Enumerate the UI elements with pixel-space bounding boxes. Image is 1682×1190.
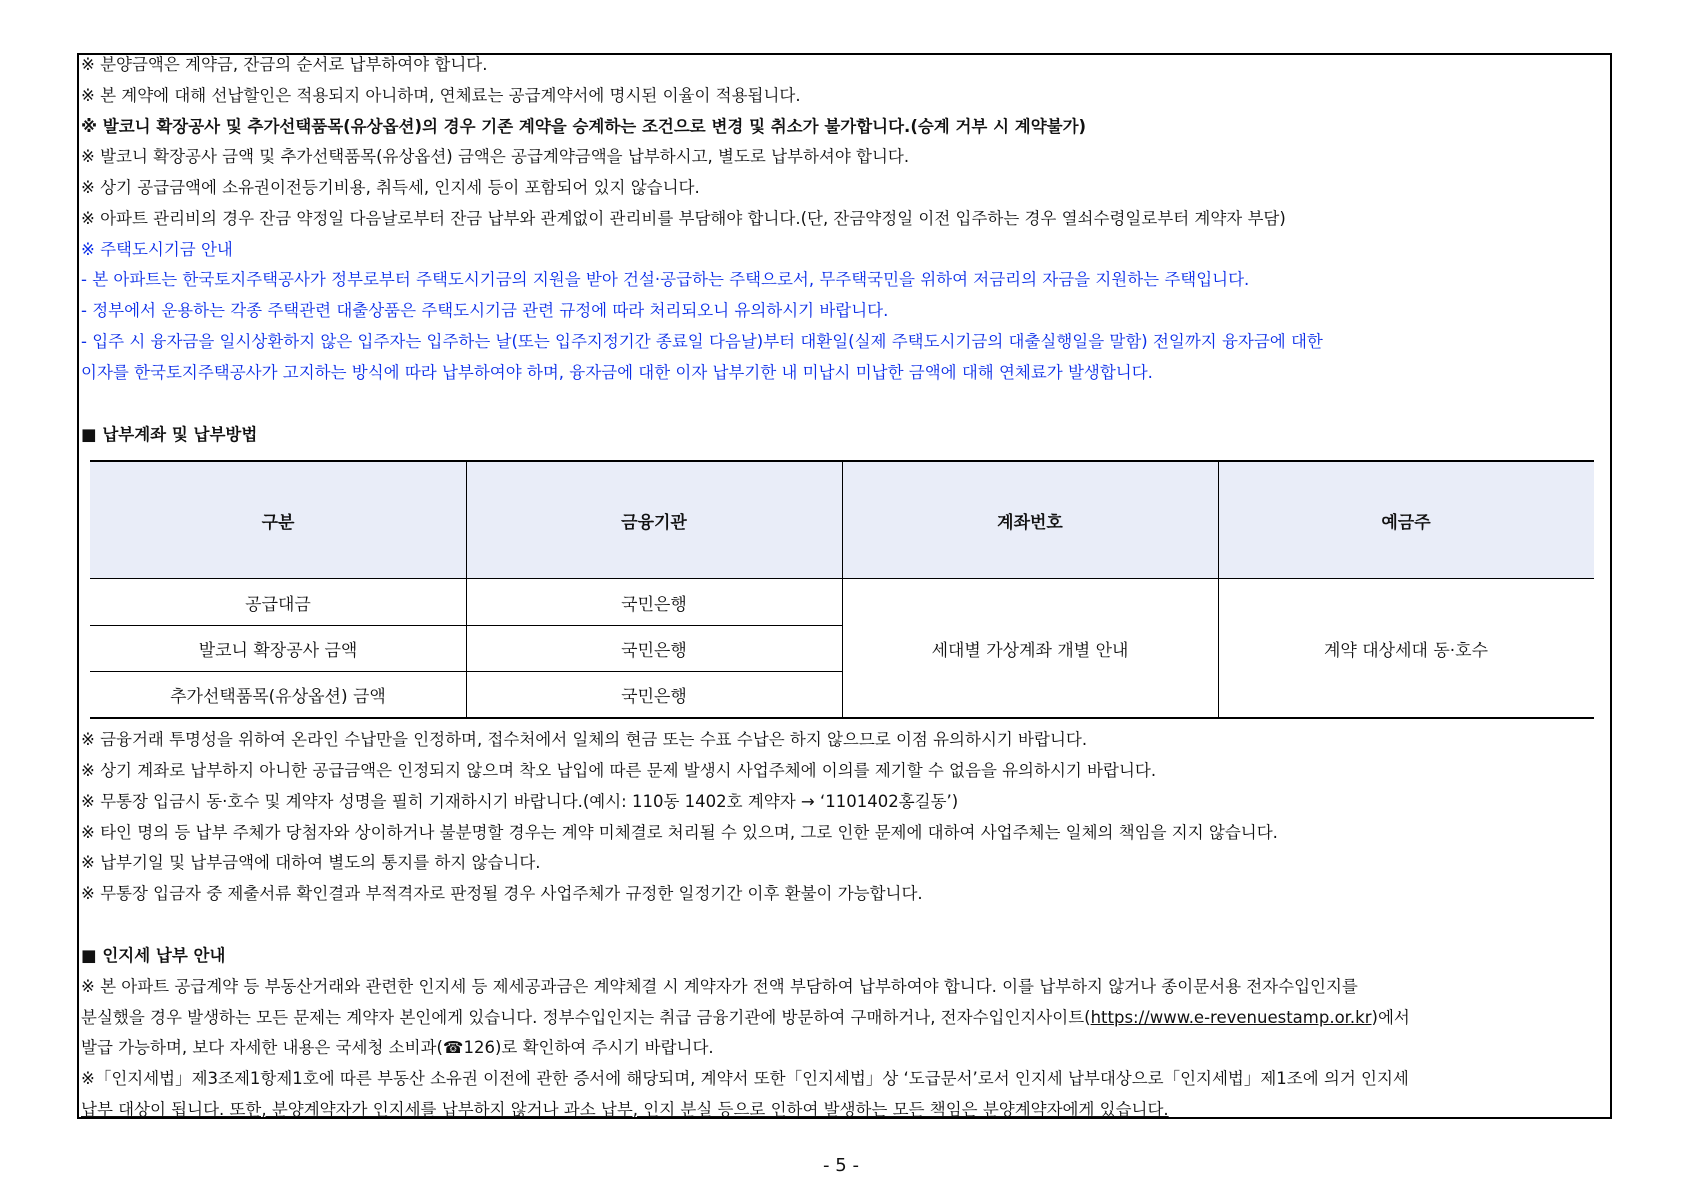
table-header-category: 구분 xyxy=(90,462,466,578)
table-cell-bank: 국민은행 xyxy=(621,641,687,661)
fund-notice-title: ※ 주택도시기금 안내 xyxy=(81,240,233,259)
note-balcony-amount: ※ 발코니 확장공사 금액 및 추가선택품목(유상옵션) 금액은 공급계약금액을 납부하시고, 별도로 납부하셔야 합니다. xyxy=(81,147,910,166)
stamp-section-heading: ■ 인지세 납부 안내 xyxy=(81,946,226,965)
stamp-text: )에서 xyxy=(1371,1008,1410,1027)
payment-note: ※ 타인 명의 등 납부 주체가 당첨자와 상이하거나 불분명할 경우는 계약 미체결로 처리될 수 있으며, 그로 인한 문제에 대하여 사업주체는 일체의 책임을 지지 않습니다. xyxy=(81,823,1278,842)
stamp-paragraph-line: 발급 가능하며, 보다 자세한 내용은 국세청 소비과(☎126)로 확인하여 주시기 바랍니다. xyxy=(81,1038,714,1057)
stamp-paragraph-line: ※「인지세법」제3조제1항제1호에 따른 부동산 소유권 이전에 관한 증서에 해당되며, 계약서 또한「인지세법」상 ‘도급문서’로서 인지세 납부대상으로「인지세법」제1조에 의거 인지세 xyxy=(81,1069,1409,1088)
payment-account-table xyxy=(90,460,1594,719)
payment-note: ※ 무통장 입금시 동·호수 및 계약자 성명을 필히 기재하시기 바랍니다.(예시: 110동 1402호 계약자 → ‘1101402홍길동’) xyxy=(81,792,959,811)
table-cell-bank: 국민은행 xyxy=(621,687,687,707)
table-column-divider xyxy=(842,462,843,717)
stamp-paragraph-line xyxy=(81,1007,1606,1029)
table-cell-holder-merged: 계약 대상세대 동·호수 xyxy=(1323,640,1488,661)
table-cell-category: 추가선택품목(유상옵션) 금액 xyxy=(170,687,386,707)
note-prepayment: ※ 본 계약에 대해 선납할인은 적용되지 아니하며, 연체료는 공급계약서에 명시된 이율이 적용됩니다. xyxy=(81,86,801,105)
payment-note: ※ 납부기일 및 납부금액에 대하여 별도의 통지를 하지 않습니다. xyxy=(81,853,541,872)
note-management-fee: ※ 아파트 관리비의 경우 잔금 약정일 다음날로부터 잔금 납부와 관계없이 관리비를 부담해야 합니다.(단, 잔금약정일 이전 입주하는 경우 열쇠수령일로부터 계약자 부담) xyxy=(81,209,1286,228)
table-cell-bank: 국민은행 xyxy=(621,594,687,615)
stamp-text: 분실했을 경우 발생하는 모든 문제는 계약자 본인에게 있습니다. 정부수입인지는 취급 금융기관에 방문하여 구매하거나, 전자수입인지사이트( xyxy=(81,1008,1091,1027)
stamp-paragraph-line: ※ 본 아파트 공급계약 등 부동산거래와 관련한 인지세 등 제세공과금은 계약체결 시 계약자가 전액 부담하여 납부하여야 합니다. 이를 납부하지 않거나 종이문서용 전자수입인지를 xyxy=(81,977,1358,996)
note-option-change: ※ 발코니 확장공사 및 추가선택품목(유상옵션)의 경우 기존 계약을 승계하는 조건으로 변경 및 취소가 불가합니다.(승계 거부 시 계약불가) xyxy=(81,117,1087,136)
table-cell-category: 발코니 확장공사 금액 xyxy=(198,641,358,661)
page-number: - 5 - xyxy=(823,1155,859,1176)
payment-note: ※ 상기 계좌로 납부하지 아니한 공급금액은 인정되지 않으며 착오 납입에 따른 문제 발생시 사업주체에 이의를 제기할 수 없음을 유의하시기 바랍니다. xyxy=(81,761,1157,780)
payment-section-heading: ■ 납부계좌 및 납부방법 xyxy=(81,425,258,444)
table-cell-account-merged: 세대별 가상계좌 개별 안내 xyxy=(931,640,1129,661)
table-column-divider xyxy=(466,462,467,717)
fund-notice-line: - 본 아파트는 한국토지주택공사가 정부로부터 주택도시기금의 지원을 받아 건설·공급하는 주택으로서, 무주택국민을 위하여 저금리의 자금을 지원하는 주택입니다. xyxy=(81,270,1250,289)
table-header-bank: 금융기관 xyxy=(466,462,842,578)
payment-note: ※ 무통장 입금자 중 제출서류 확인결과 부적격자로 판정될 경우 사업주체가 규정한 일정기간 이후 환불이 가능합니다. xyxy=(81,884,923,903)
note-excluded-costs: ※ 상기 공급금액에 소유권이전등기비용, 취득세, 인지세 등이 포함되어 있지 않습니다. xyxy=(81,178,700,197)
fund-notice-line: - 입주 시 융자금을 일시상환하지 않은 입주자는 입주하는 날(또는 입주지정기간 종료일 다음날)부터 대환일(실제 주택도시기금의 대출실행일을 말함) 전일까지 융자금에 대한 xyxy=(81,332,1323,351)
table-column-divider xyxy=(1218,462,1219,717)
note-payment-order: ※ 분양금액은 계약금, 잔금의 순서로 납부하여야 합니다. xyxy=(81,55,488,74)
fund-notice-line: - 정부에서 운용하는 각종 주택관련 대출상품은 주택도시기금 관련 규정에 따라 처리되오니 유의하시기 바랍니다. xyxy=(81,301,889,320)
e-revenuestamp-link[interactable]: https://www.e-revenuestamp.or.kr xyxy=(1090,1008,1372,1027)
payment-note: ※ 금융거래 투명성을 위하여 온라인 수납만을 인정하며, 접수처에서 일체의 현금 또는 수표 수납은 하지 않으므로 이점 유의하시기 바랍니다. xyxy=(81,730,1088,749)
table-header-holder: 예금주 xyxy=(1218,462,1594,578)
stamp-paragraph-line: 납부 대상이 됩니다. 또한, 분양계약자가 인지세를 납부하지 않거나 과소 납부, 인지 분실 등으로 인하여 발생하는 모든 책임은 분양계약자에게 있습니다. xyxy=(81,1100,1169,1119)
fund-notice-line: 이자를 한국토지주택공사가 고지하는 방식에 따라 납부하여야 하며, 융자금에 대한 이자 납부기한 내 미납시 미납한 금액에 대해 연체료가 발생합니다. xyxy=(81,363,1153,382)
table-cell-category: 공급대금 xyxy=(245,594,311,615)
table-header-account: 계좌번호 xyxy=(842,462,1218,578)
